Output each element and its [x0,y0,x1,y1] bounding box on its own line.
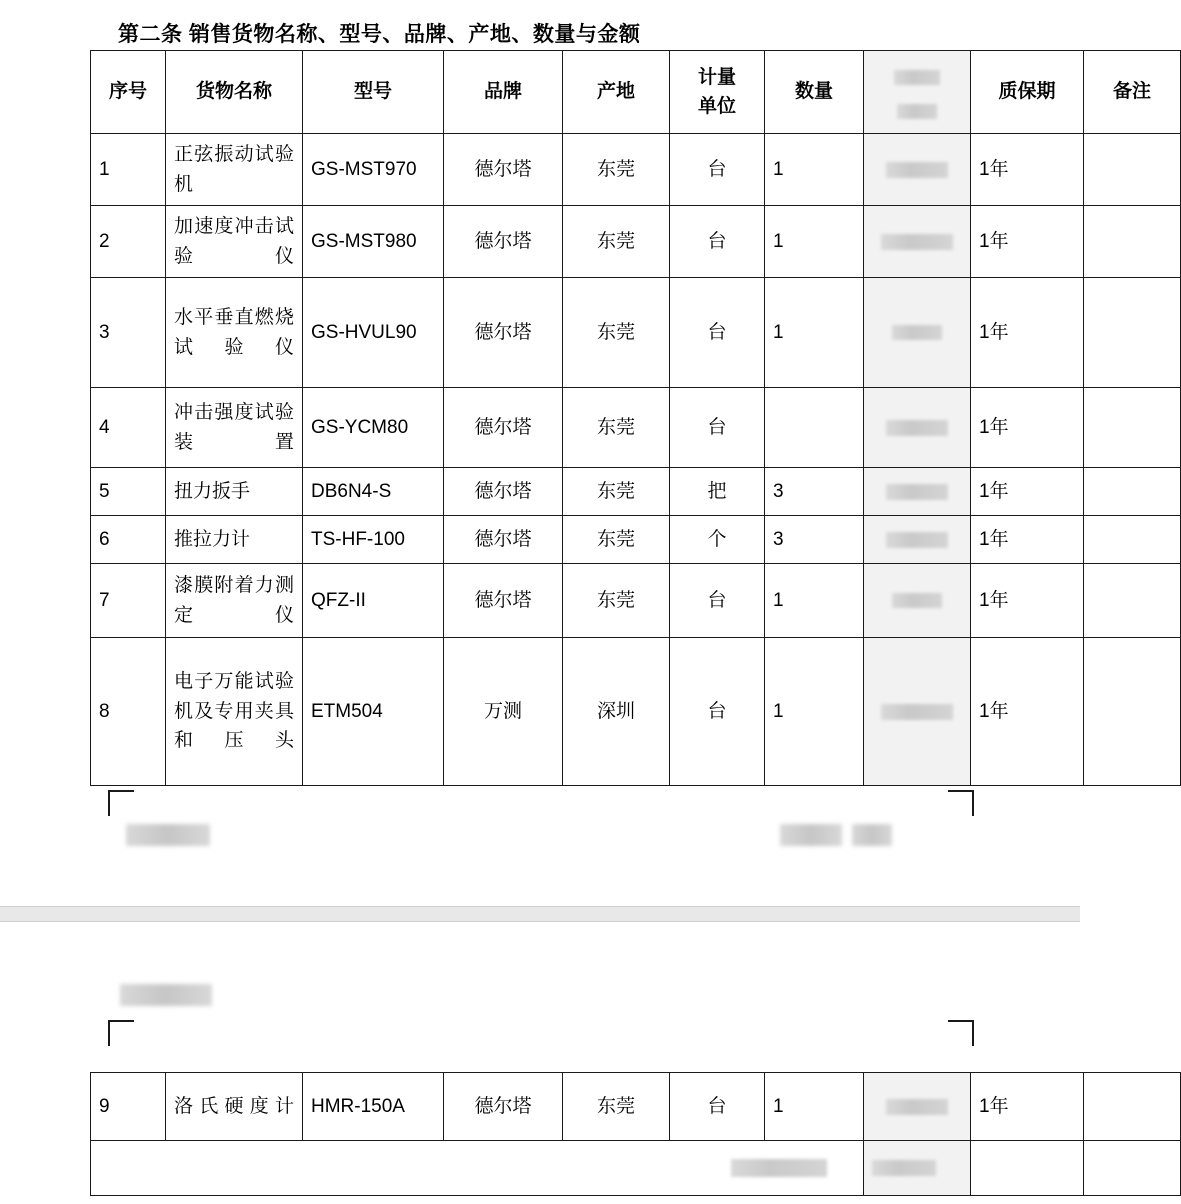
cell-warranty: 1年 [971,1073,1084,1141]
cell-amount-redacted [864,468,971,516]
header-origin: 产地 [563,51,670,134]
cell-origin: 东莞 [563,206,670,278]
cell-name: 电子万能试验机及专用夹具和压头 [166,638,303,786]
header-name: 货物名称 [166,51,303,134]
cell-quantity: 1 [765,564,864,638]
cell-amount-redacted [864,1073,971,1141]
table-row [91,516,1181,564]
cell-warranty: 1年 [971,134,1084,206]
cell-amount-redacted [864,134,971,206]
cell-quantity: 1 [765,1073,864,1141]
redaction-block [872,1160,936,1176]
cell-warranty: 1年 [971,638,1084,786]
cell-model: DB6N4-S [303,468,444,516]
table-row [91,388,1181,468]
header-warranty: 质保期 [971,51,1084,134]
header-brand: 品牌 [444,51,563,134]
cell-warranty: 1年 [971,516,1084,564]
header-unit [670,51,765,134]
cell-unit: 把 [670,468,765,516]
cell-name: 推拉力计 [166,516,303,564]
table-row [91,564,1181,638]
cell-index: 3 [91,278,166,388]
cell-remark [1084,516,1181,564]
cell-origin: 东莞 [563,278,670,388]
cell-name: 正弦振动试验机 [166,134,303,206]
cell-quantity: 1 [765,278,864,388]
cell-brand: 万测 [444,638,563,786]
cell-total-warranty [971,1141,1084,1196]
crop-mark-top-left [108,790,134,816]
cell-model: HMR-150A [303,1073,444,1141]
crop-mark-top-left [108,1020,134,1046]
cell-name: 洛氏硬度计 [166,1073,303,1141]
redaction-block [892,325,942,340]
cell-origin: 东莞 [563,388,670,468]
cell-quantity: 3 [765,468,864,516]
cell-remark [1084,1073,1181,1141]
goods-table [90,50,1181,786]
cell-quantity: 1 [765,206,864,278]
cell-model: GS-HVUL90 [303,278,444,388]
cell-name: 扭力扳手 [166,468,303,516]
cell-index: 5 [91,468,166,516]
cell-quantity: 1 [765,638,864,786]
cell-warranty: 1年 [971,278,1084,388]
header-quantity: 数量 [765,51,864,134]
redaction-block [126,824,210,846]
cell-origin: 东莞 [563,564,670,638]
cell-remark [1084,638,1181,786]
cell-brand: 德尔塔 [444,206,563,278]
table-row [91,468,1181,516]
table-row [91,278,1181,388]
cell-remark [1084,206,1181,278]
cell-amount-redacted [864,388,971,468]
cell-origin: 东莞 [563,1073,670,1141]
redaction-block [892,593,942,608]
redaction-block [120,984,212,1006]
cell-origin: 东莞 [563,516,670,564]
redaction-block [886,420,948,436]
redaction-block [894,70,940,85]
cell-amount-redacted [864,516,971,564]
header-unit-line2: 单位 [697,96,736,117]
redaction-block [852,824,892,846]
cell-warranty: 1年 [971,388,1084,468]
redaction-block [886,1099,948,1115]
redaction-block [897,104,937,119]
cell-unit: 个 [670,516,765,564]
table-total-row [91,1141,1181,1196]
cell-model: GS-MST980 [303,206,444,278]
cell-remark [1084,134,1181,206]
cell-quantity [765,388,864,468]
table-row [91,206,1181,278]
cell-model: TS-HF-100 [303,516,444,564]
cell-total-label [91,1141,864,1196]
cell-brand: 德尔塔 [444,278,563,388]
redaction-block [881,704,953,720]
redaction-block [780,824,842,846]
cell-brand: 德尔塔 [444,388,563,468]
cell-amount-redacted [864,564,971,638]
cell-amount-redacted [864,278,971,388]
header-unit-line1: 计量 [697,66,736,88]
cell-name: 水平垂直燃烧试验仪 [166,278,303,388]
table-row [91,1073,1181,1141]
cell-brand: 德尔塔 [444,1073,563,1141]
cell-brand: 德尔塔 [444,516,563,564]
cell-unit: 台 [670,638,765,786]
cell-remark [1084,388,1181,468]
cell-model: GS-MST970 [303,134,444,206]
table-header [91,51,1181,134]
cell-origin: 东莞 [563,134,670,206]
cell-quantity: 1 [765,134,864,206]
redaction-block [886,162,948,178]
cell-model: QFZ-II [303,564,444,638]
cell-index: 2 [91,206,166,278]
cell-unit: 台 [670,134,765,206]
cell-name: 加速度冲击试验仪 [166,206,303,278]
cell-amount-redacted [864,206,971,278]
cell-remark [1084,468,1181,516]
cell-origin: 东莞 [563,468,670,516]
redaction-block [731,1159,827,1177]
page-separator [0,906,1080,922]
cell-warranty: 1年 [971,468,1084,516]
cell-name: 漆膜附着力测定仪 [166,564,303,638]
header-index: 序号 [91,51,166,134]
header-remark: 备注 [1084,51,1181,134]
cell-remark [1084,278,1181,388]
cell-total-remark [1084,1141,1181,1196]
cell-unit: 台 [670,388,765,468]
table-row [91,134,1181,206]
cell-remark [1084,564,1181,638]
goods-table-continued [90,1072,1181,1196]
page-title: 第二条 销售货物名称、型号、品牌、产地、数量与金额 [118,23,641,46]
cell-unit: 台 [670,564,765,638]
cell-index: 8 [91,638,166,786]
cell-index: 4 [91,388,166,468]
cell-name: 冲击强度试验装置 [166,388,303,468]
cell-brand: 德尔塔 [444,468,563,516]
header-model: 型号 [303,51,444,134]
cell-model: GS-YCM80 [303,388,444,468]
table-row [91,638,1181,786]
redaction-block [886,484,948,500]
cell-brand: 德尔塔 [444,134,563,206]
cell-index: 1 [91,134,166,206]
cell-warranty: 1年 [971,206,1084,278]
cell-unit: 台 [670,206,765,278]
cell-unit: 台 [670,278,765,388]
cell-unit: 台 [670,1073,765,1141]
header-amount-redacted [864,51,971,134]
cell-model: ETM504 [303,638,444,786]
cell-index: 7 [91,564,166,638]
cell-warranty: 1年 [971,564,1084,638]
cell-quantity: 3 [765,516,864,564]
redaction-block [886,532,948,548]
redaction-block [881,234,953,250]
cell-index: 9 [91,1073,166,1141]
cell-brand: 德尔塔 [444,564,563,638]
cell-amount-redacted [864,638,971,786]
table-header-row [91,51,1181,134]
table-body [91,134,1181,786]
table-body [91,1073,1181,1196]
cell-origin: 深圳 [563,638,670,786]
cell-index: 6 [91,516,166,564]
crop-mark-top-right [948,1020,974,1046]
cell-total-amount-redacted [864,1141,971,1196]
crop-mark-top-right [948,790,974,816]
